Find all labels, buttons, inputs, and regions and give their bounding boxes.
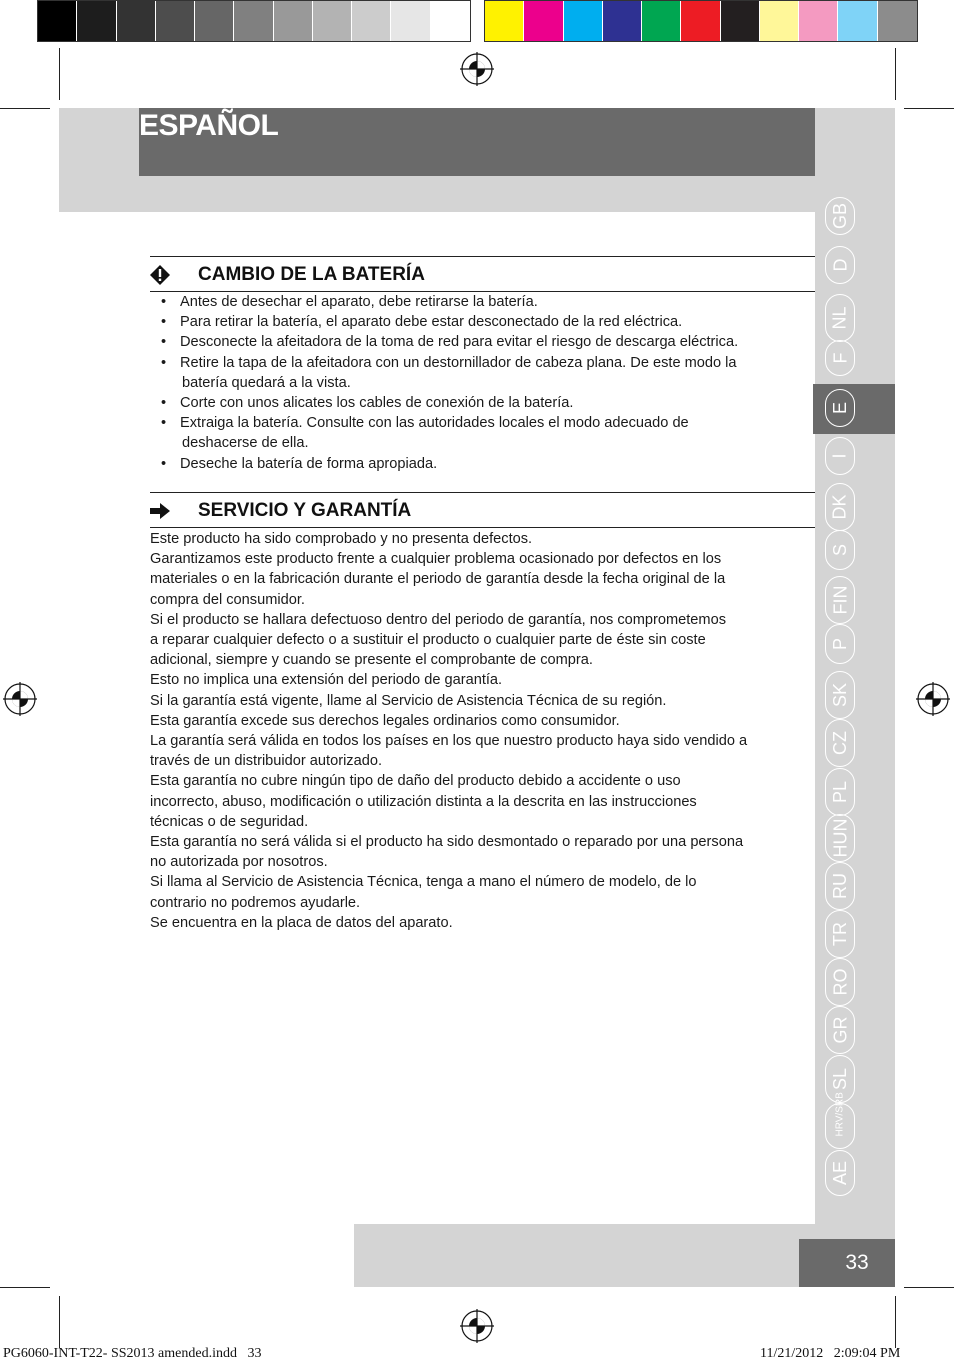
- language-tab-s[interactable]: [825, 530, 855, 570]
- color-swatch: [391, 1, 430, 41]
- language-tab-d[interactable]: [825, 246, 855, 284]
- text-line: Esta garantía excede sus derechos legales ordinarios como consumidor.: [150, 712, 620, 729]
- registration-mark-icon: [460, 52, 494, 86]
- language-tab-cz[interactable]: [825, 719, 855, 767]
- color-swatch: [274, 1, 313, 41]
- color-swatch: [313, 1, 352, 41]
- language-tab-p[interactable]: [825, 624, 855, 664]
- color-swatch: [760, 1, 799, 41]
- text-line: no autorizada por nosotros.: [150, 854, 328, 871]
- language-tab-label: PL: [830, 780, 850, 804]
- language-tab-label: SL: [830, 1067, 850, 1091]
- language-tab-dk[interactable]: [825, 483, 855, 531]
- grayscale-color-bar: [37, 0, 471, 42]
- registration-mark-icon: [916, 682, 950, 716]
- text-line: a reparar cualquier defecto o a sustituir el producto o cualquier parte de éste sin coste: [150, 632, 706, 649]
- text-line: incorrecto, abuso, modificación o utilización distinta a la descrita en las instrucciones: [150, 793, 697, 810]
- crop-mark: [0, 108, 50, 109]
- text-line: La garantía será válida en todos los países en los que nuestro producto haya sido vendido a: [150, 733, 748, 750]
- color-swatch: [38, 1, 77, 41]
- color-swatch: [234, 1, 273, 41]
- service-warranty-text: [150, 529, 810, 933]
- service-section-title: SERVICIO Y GARANTÍA: [198, 500, 412, 521]
- text-line: Si el producto se hallara defectuoso dentro del periodo de garantía, nos comprometemos: [150, 611, 726, 628]
- language-tab-label: I: [829, 453, 850, 459]
- color-swatch: [524, 1, 563, 41]
- text-line: Se encuentra en la placa de datos del aparato.: [150, 914, 453, 931]
- language-tab-label: F: [830, 352, 850, 364]
- language-tab-label: AE: [829, 1160, 850, 1186]
- list-item: [160, 332, 810, 352]
- language-tab-i[interactable]: [825, 437, 855, 475]
- list-item-text: • Antes de desechar el aparato, debe retirarse la batería.: [180, 294, 538, 310]
- text-line: Si la garantía está vigente, llame al Servicio de Asistencia Técnica de su región.: [150, 692, 667, 709]
- text-line: Esta garantía no será válida si el producto ha sido desmontado o reparado por una persona: [150, 834, 744, 851]
- page-number: 33: [799, 1239, 895, 1287]
- process-color-bar: [484, 0, 918, 42]
- color-swatch: [799, 1, 838, 41]
- list-item: [160, 353, 810, 393]
- language-tab-tr[interactable]: [825, 910, 855, 958]
- color-swatch: [564, 1, 603, 41]
- language-tab-label: DK: [829, 494, 850, 520]
- footer-file-slug: PG6060-INT-T22- SS2013 amended.indd 33: [3, 1346, 262, 1361]
- registration-mark-icon: [460, 1309, 494, 1343]
- footer-timestamp: 11/21/2012 2:09:04 PM: [760, 1346, 901, 1361]
- list-item: [160, 312, 810, 332]
- color-swatch: [878, 1, 917, 41]
- list-item-text: • Deseche la batería de forma apropiada.: [180, 455, 438, 472]
- crop-mark: [895, 48, 896, 100]
- language-tab-label: E: [829, 401, 850, 415]
- text-line: contrario no podremos ayudarle.: [150, 894, 361, 911]
- list-item: [160, 393, 810, 413]
- language-tab-label: P: [829, 637, 850, 651]
- color-swatch: [681, 1, 720, 41]
- color-swatch: [485, 1, 524, 41]
- list-item-text: deshacerse de ella.: [182, 435, 309, 452]
- color-swatch: [77, 1, 116, 41]
- crop-mark: [904, 1287, 954, 1288]
- list-item-text: batería quedará a la vista.: [182, 374, 351, 391]
- crop-mark: [895, 1296, 896, 1348]
- text-line: través de un distribuidor autorizado.: [150, 753, 383, 770]
- language-tab-label: S: [829, 543, 850, 557]
- color-swatch: [603, 1, 642, 41]
- color-swatch: [721, 1, 760, 41]
- list-item-text: • Corte con unos alicates los cables de conexión de la batería.: [180, 395, 574, 412]
- list-item-text: • Extraiga la batería. Consulte con las autoridades locales el modo adecuado de: [180, 415, 689, 432]
- text-line: Esto no implica una extensión del periodo de garantía.: [150, 672, 503, 689]
- list-item-text: • Desconecte la afeitadora de la toma de red para evitar el riesgo de descarga eléctrica.: [180, 334, 739, 351]
- registration-mark-icon: [3, 682, 37, 716]
- language-tab-label: TR: [830, 922, 850, 946]
- language-tab-ru[interactable]: [825, 862, 855, 910]
- crop-mark: [0, 1287, 50, 1288]
- language-tab-label: D: [830, 258, 850, 272]
- language-tab-label: GB: [829, 202, 850, 230]
- list-item: [160, 292, 810, 312]
- language-tab-f[interactable]: [825, 340, 855, 376]
- language-tab-gb[interactable]: [825, 197, 855, 235]
- text-line: compra del consumidor.: [150, 591, 305, 608]
- arrow-right-icon: [150, 501, 170, 521]
- language-tab-label: FIN: [830, 585, 850, 615]
- color-swatch: [352, 1, 391, 41]
- text-line: Garantizamos este producto frente a cualquier problema ocasionado por defectos en los: [150, 551, 722, 568]
- page-title: ESPAÑOL: [139, 109, 279, 142]
- text-line: técnicas o de seguridad.: [150, 813, 309, 830]
- language-tab-label: CZ: [830, 731, 850, 755]
- battery-instructions-list: [160, 292, 810, 474]
- language-tab-gr[interactable]: [825, 1006, 855, 1054]
- language-tab-label: NL: [829, 306, 850, 330]
- crop-mark: [59, 1296, 60, 1348]
- crop-mark: [59, 48, 60, 100]
- language-tab-hun[interactable]: [825, 814, 855, 862]
- color-swatch: [117, 1, 156, 41]
- color-swatch: [156, 1, 195, 41]
- list-item: [160, 454, 810, 474]
- language-tab-hrv-srb[interactable]: [825, 1091, 855, 1149]
- language-tab-fin[interactable]: [825, 576, 855, 624]
- color-swatch: [642, 1, 681, 41]
- language-tab-label: SK: [829, 682, 850, 708]
- battery-section-header: [150, 256, 815, 292]
- text-line: Este producto ha sido comprobado y no presenta defectos.: [150, 531, 533, 547]
- language-tab-e[interactable]: [825, 389, 855, 427]
- text-line: Si llama al Servicio de Asistencia Técnica, tenga a mano el número de modelo, de lo: [150, 874, 697, 891]
- list-item-text: • Retire la tapa de la afeitadora con un destornillador de cabeza plana. De este modo la: [180, 354, 737, 371]
- language-tab-label: HRV/SRB: [834, 1091, 846, 1136]
- language-tab-pl[interactable]: [825, 768, 855, 816]
- color-swatch: [431, 1, 470, 41]
- crop-mark: [904, 108, 954, 109]
- text-line: Esta garantía no cubre ningún tipo de daño del producto debido a accidente o uso: [150, 773, 681, 790]
- text-line: materiales o en la fabricación durante el periodo de garantía desde la fecha original de la: [150, 571, 726, 588]
- language-tab-nl[interactable]: [825, 294, 855, 342]
- language-tab-sk[interactable]: [825, 671, 855, 719]
- color-swatch: [195, 1, 234, 41]
- text-line: adicional, siempre y cuando se presente el comprobante de compra.: [150, 652, 593, 669]
- language-tab-label: RO: [830, 968, 850, 996]
- language-tab-ro[interactable]: [825, 958, 855, 1006]
- battery-section-title: CAMBIO DE LA BATERÍA: [198, 264, 425, 285]
- list-item-text: • Para retirar la batería, el aparato debe estar desconectado de la red eléctrica.: [180, 314, 683, 331]
- warning-diamond-icon: [150, 265, 170, 285]
- service-section-header: [150, 492, 815, 528]
- language-tab-label: GR: [830, 1016, 850, 1044]
- language-tab-label: HUN: [830, 818, 850, 858]
- list-item: [160, 413, 810, 453]
- language-tab-label: RU: [830, 873, 850, 899]
- language-tab-ae[interactable]: [825, 1150, 855, 1196]
- color-swatch: [838, 1, 877, 41]
